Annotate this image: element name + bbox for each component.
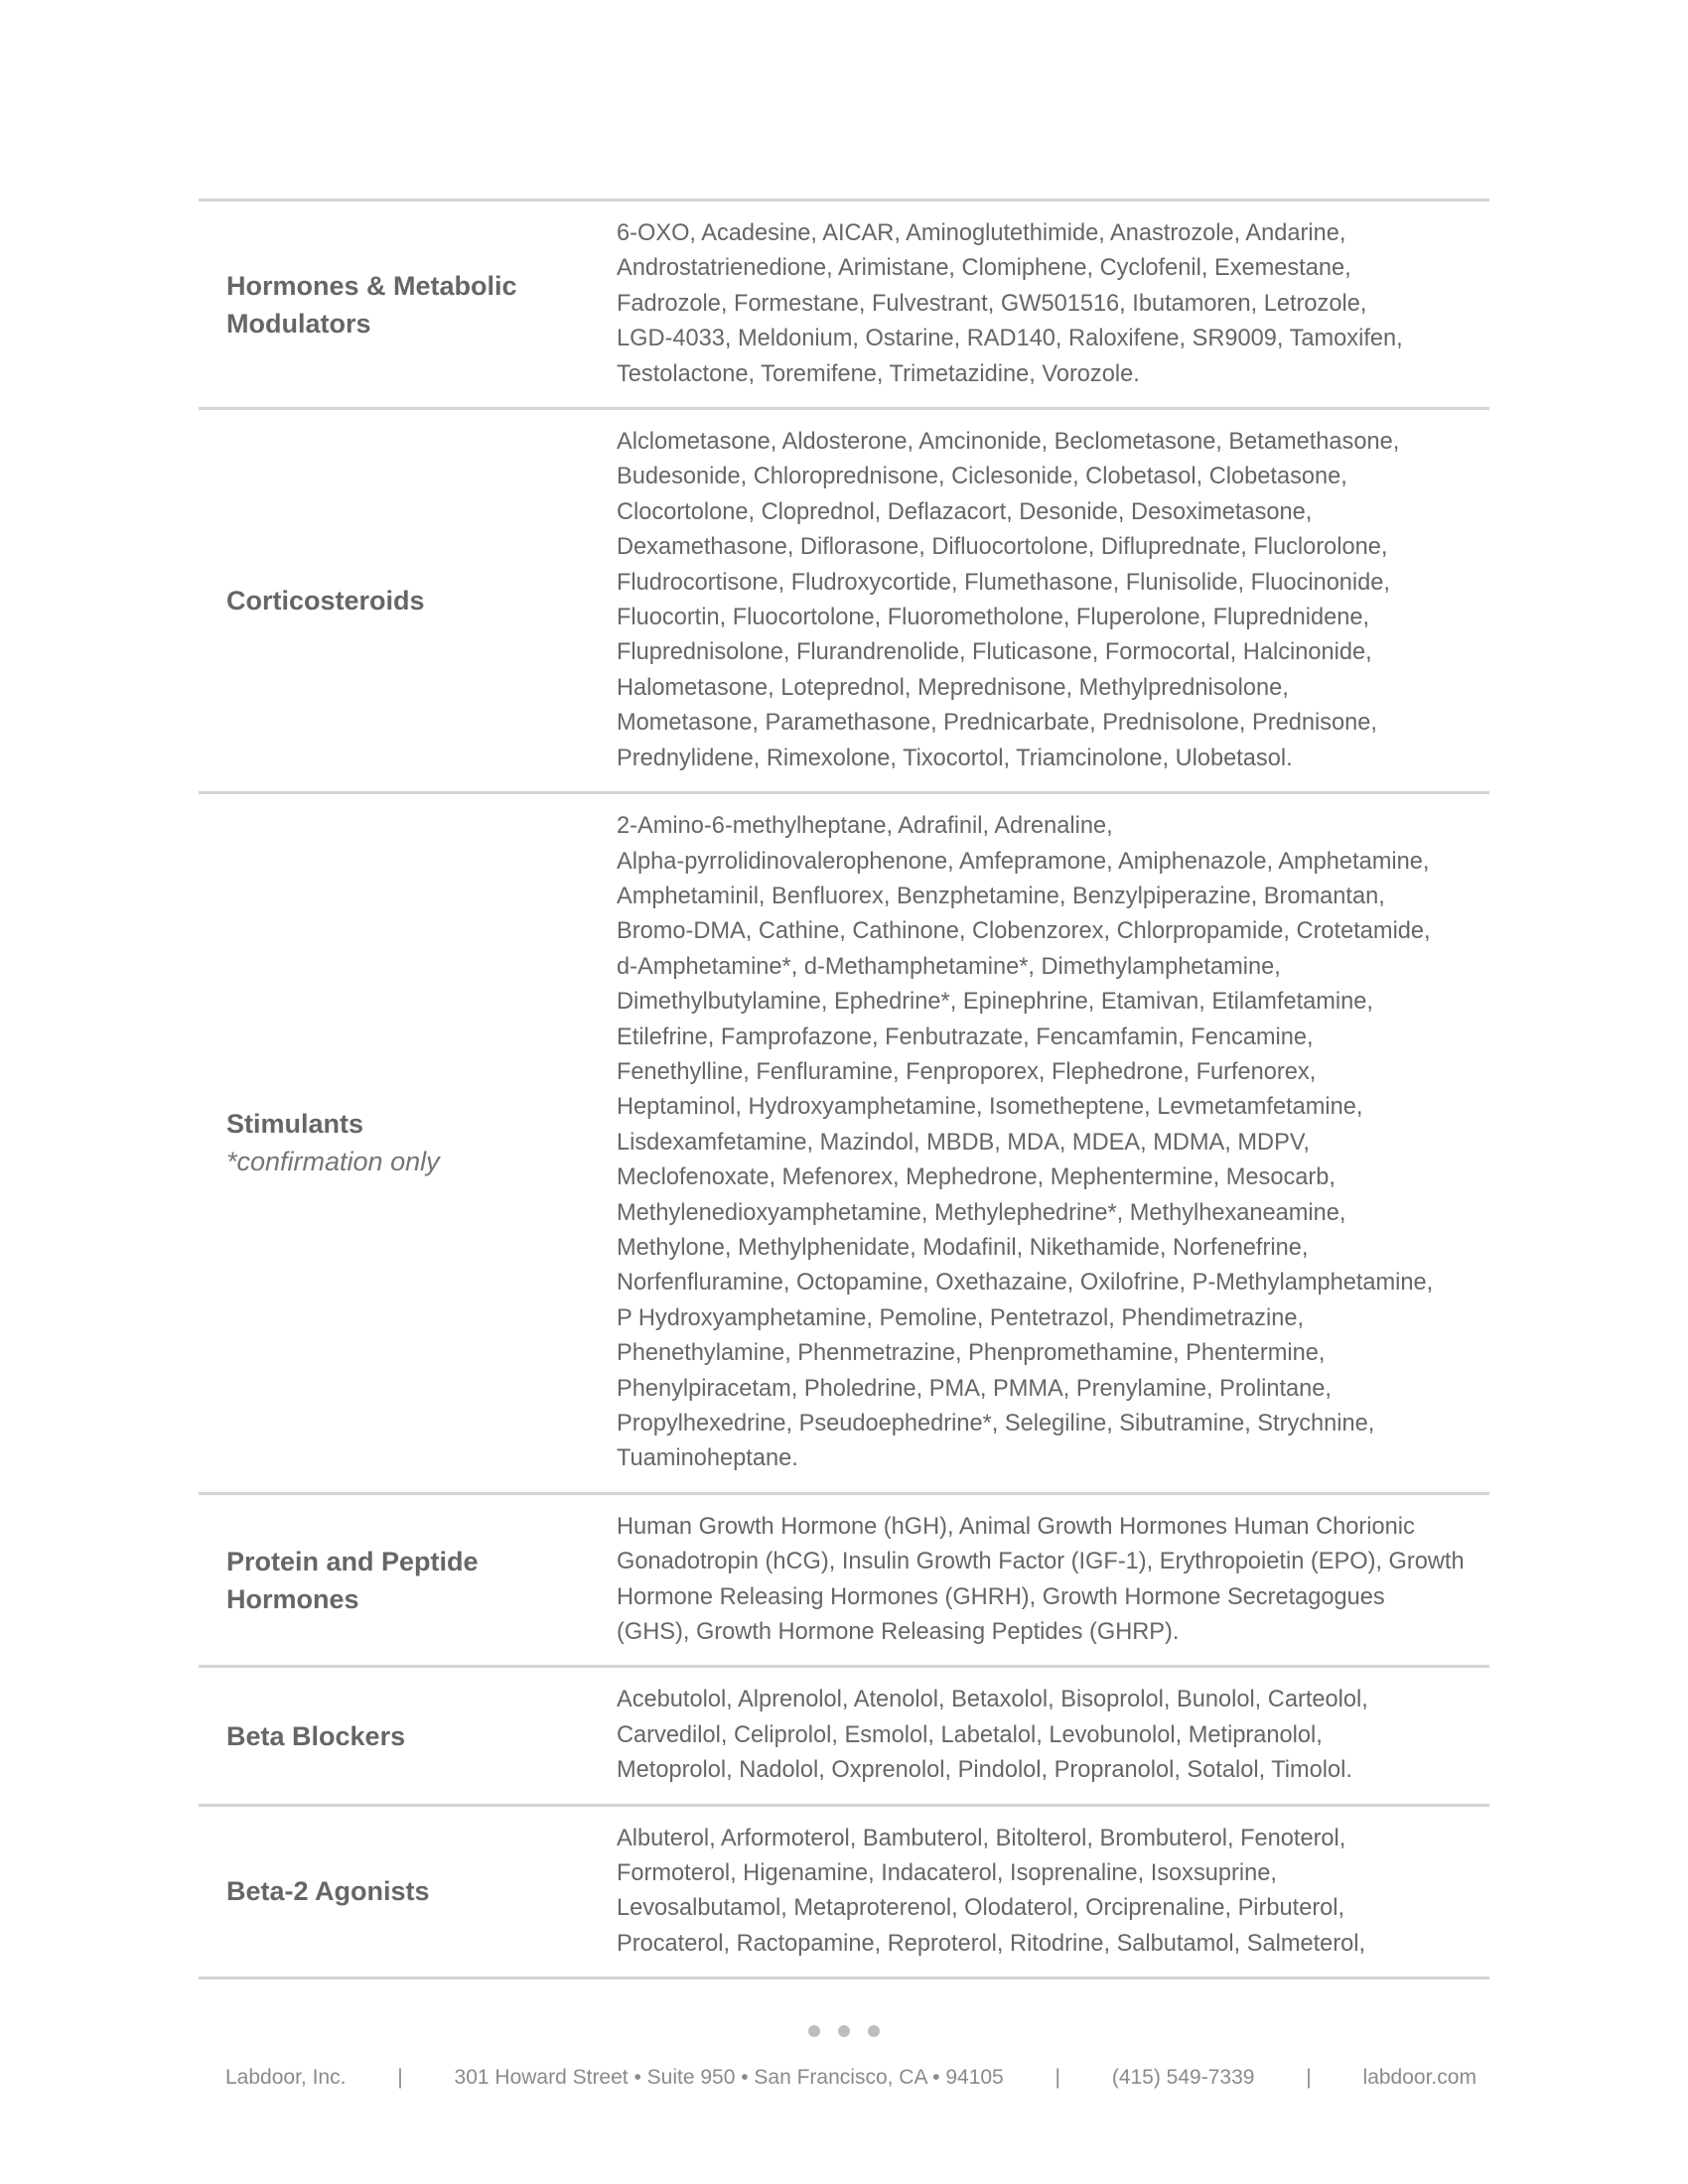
substance-list-line: Metoprolol, Nadolol, Oxprenolol, Pindolol, Propranolol, Sotalol, Timolol. <box>617 1757 1352 1784</box>
dot-icon <box>868 2025 880 2037</box>
category-cell <box>199 1872 617 1910</box>
substance-list-line: Halometasone, Loteprednol, Meprednisone, Methylprednisolone, <box>617 674 1289 701</box>
substance-list-line: Lisdexamfetamine, Mazindol, MBDB, MDA, MDEA, MDMA, MDPV, <box>617 1129 1310 1156</box>
category-cell <box>199 267 617 342</box>
table-row <box>199 794 1489 1495</box>
table-row <box>199 410 1489 794</box>
substance-list-line: Alclometasone, Aldosterone, Amcinonide, Beclometasone, Betamethasone, <box>617 429 1400 456</box>
footer-address: 301 Howard Street • Suite 950 • San Francisco, CA • 94105 <box>454 2066 1004 2089</box>
substance-list-line: Mometasone, Paramethasone, Prednicarbate, Prednisolone, Prednisone, <box>617 710 1377 737</box>
substance-list-line: Testolactone, Toremifene, Trimetazidine, Vorozole. <box>617 360 1140 387</box>
substance-table <box>199 199 1489 1979</box>
substance-list-line: Human Growth Hormone (hGH), Animal Growth Hormones Human Chorionic <box>617 1513 1415 1540</box>
substance-list-line: Dimethylbutylamine, Ephedrine*, Epinephrine, Etamivan, Etilamfetamine, <box>617 989 1373 1016</box>
category-label: Beta-2 Agonists <box>226 1876 430 1907</box>
substance-list-line: Budesonide, Chloroprednisone, Ciclesonide, Clobetasol, Clobetasone, <box>617 464 1347 490</box>
substance-list-line: Albuterol, Arformoterol, Bambuterol, Bitolterol, Brombuterol, Fenoterol, <box>617 1825 1346 1851</box>
footer-separator: | <box>1055 2066 1061 2089</box>
substance-list-line: 6-OXO, Acadesine, AICAR, Aminoglutethimide, Anastrozole, Andarine, <box>617 220 1346 246</box>
substance-list-line: Levosalbutamol, Metaproterenol, Olodaterol, Orciprenaline, Pirbuterol, <box>617 1895 1345 1922</box>
substance-list-line: 2-Amino-6-methylheptane, Adrafinil, Adrenaline, <box>617 813 1113 840</box>
page-footer <box>225 2063 1477 2093</box>
substance-list-line: d-Amphetamine*, d-Methamphetamine*, Dimethylamphetamine, <box>617 953 1281 980</box>
substance-list-line: Norfenfluramine, Octopamine, Oxethazaine, Oxilofrine, P-Methylamphetamine, <box>617 1270 1434 1297</box>
table-row <box>199 1495 1489 1669</box>
substance-list-line: Amphetaminil, Benfluorex, Benzphetamine, Benzylpiperazine, Bromantan, <box>617 883 1385 909</box>
substance-list-line: Tuaminoheptane. <box>617 1445 798 1472</box>
category-label: Protein and Peptide <box>226 1546 479 1576</box>
table-row <box>199 202 1489 410</box>
category-cell <box>199 582 617 619</box>
footer-website[interactable]: labdoor.com <box>1362 2066 1477 2089</box>
substance-list-line: Dexamethasone, Diflorasone, Difluocortolone, Difluprednate, Fluclorolone, <box>617 534 1388 561</box>
footer-separator: | <box>397 2066 403 2089</box>
dot-icon <box>838 2025 850 2037</box>
substance-list-line: Clocortolone, Cloprednol, Deflazacort, Desonide, Desoximetasone, <box>617 498 1313 525</box>
substance-list-line: Heptaminol, Hydroxyamphetamine, Isometheptene, Levmetamfetamine, <box>617 1094 1363 1121</box>
table-row <box>199 1807 1489 1980</box>
substance-list-line: Meclofenoxate, Mefenorex, Mephedrone, Mephentermine, Mesocarb, <box>617 1164 1336 1191</box>
substance-list-line: Acebutolol, Alprenolol, Atenolol, Betaxolol, Bisoprolol, Bunolol, Carteolol, <box>617 1687 1368 1713</box>
substance-list-line: Fluprednisolone, Flurandrenolide, Fluticasone, Formocortal, Halcinonide, <box>617 639 1372 666</box>
substance-list-line: Procaterol, Ractopamine, Reproterol, Ritodrine, Salbutamol, Salmeterol, <box>617 1930 1366 1957</box>
substance-list-line: Fadrozole, Formestane, Fulvestrant, GW501516, Ibutamoren, Letrozole, <box>617 290 1367 317</box>
substance-list-line: Methylenedioxyamphetamine, Methylephedrine*, Methylhexaneamine, <box>617 1199 1346 1226</box>
substance-list-line: Methylone, Methylphenidate, Modafinil, Nikethamide, Norfenefrine, <box>617 1234 1309 1261</box>
category-cell <box>199 1543 617 1618</box>
substance-list-line: Hormone Releasing Hormones (GHRH), Growth Hormone Secretagogues <box>617 1583 1385 1610</box>
substance-list-line: Etilefrine, Famprofazone, Fenbutrazate, Fencamfamin, Fencamine, <box>617 1024 1314 1050</box>
substance-list <box>617 1668 1489 1803</box>
substance-list-line: Prednylidene, Rimexolone, Tixocortol, Triamcinolone, Ulobetasol. <box>617 745 1293 771</box>
footer-phone: (415) 549-7339 <box>1111 2066 1255 2089</box>
category-cell <box>199 1105 617 1180</box>
substance-list <box>617 410 1489 791</box>
substance-list <box>617 1495 1489 1666</box>
substance-list-line: Bromo-DMA, Cathine, Cathinone, Clobenzorex, Chlorpropamide, Crotetamide, <box>617 918 1431 945</box>
substance-list-line: Carvedilol, Celiprolol, Esmolol, Labetalol, Levobunolol, Metipranolol, <box>617 1721 1323 1748</box>
substance-list-line: Fenethylline, Fenfluramine, Fenproporex, Flephedrone, Furfenorex, <box>617 1058 1317 1085</box>
category-note: *confirmation only <box>226 1147 440 1177</box>
footer-separator: | <box>1306 2066 1312 2089</box>
category-cell <box>199 1717 617 1755</box>
substance-list-line: Alpha-pyrrolidinovalerophenone, Amfepramone, Amiphenazole, Amphetamine, <box>617 848 1430 875</box>
substance-list-line: Propylhexedrine, Pseudoephedrine*, Selegiline, Sibutramine, Strychnine, <box>617 1411 1375 1436</box>
substance-list <box>617 202 1489 407</box>
substance-list-line: Phenethylamine, Phenmetrazine, Phenpromethamine, Phentermine, <box>617 1340 1326 1367</box>
substance-list-line: Phenylpiracetam, Pholedrine, PMA, PMMA, Prenylamine, Prolintane, <box>617 1375 1332 1402</box>
category-label: Hormones & Metabolic <box>226 270 517 301</box>
substance-list-line: LGD-4033, Meldonium, Ostarine, RAD140, Raloxifene, SR9009, Tamoxifen, <box>617 326 1403 352</box>
substance-list-line: Androstatrienedione, Arimistane, Clomiphene, Cyclofenil, Exemestane, <box>617 255 1351 282</box>
substance-list <box>617 1807 1489 1978</box>
category-label: Beta Blockers <box>226 1720 406 1751</box>
category-label: Corticosteroids <box>226 586 425 616</box>
substance-list-line: Fluocortin, Fluocortolone, Fluorometholone, Fluperolone, Fluprednidene, <box>617 605 1370 631</box>
category-label: Modulators <box>226 308 371 339</box>
page-continuation-dots <box>0 2025 1688 2039</box>
category-label: Hormones <box>226 1583 359 1614</box>
substance-list-line: Formoterol, Higenamine, Indacaterol, Isoprenaline, Isoxsuprine, <box>617 1860 1277 1887</box>
substance-list <box>617 794 1489 1492</box>
substance-list-line: Fludrocortisone, Fludroxycortide, Flumethasone, Flunisolide, Fluocinonide, <box>617 569 1390 596</box>
substance-list-line: (GHS), Growth Hormone Releasing Peptides (GHRP). <box>617 1619 1180 1646</box>
table-row <box>199 1668 1489 1806</box>
dot-icon <box>808 2025 820 2037</box>
category-label: Stimulants <box>226 1109 364 1140</box>
footer-company: Labdoor, Inc. <box>225 2066 347 2089</box>
substance-list-line: P Hydroxyamphetamine, Pemoline, Pentetrazol, Phendimetrazine, <box>617 1304 1305 1331</box>
substance-list-line: Gonadotropin (hCG), Insulin Growth Factor (IGF-1), Erythropoietin (EPO), Growth <box>617 1549 1465 1575</box>
